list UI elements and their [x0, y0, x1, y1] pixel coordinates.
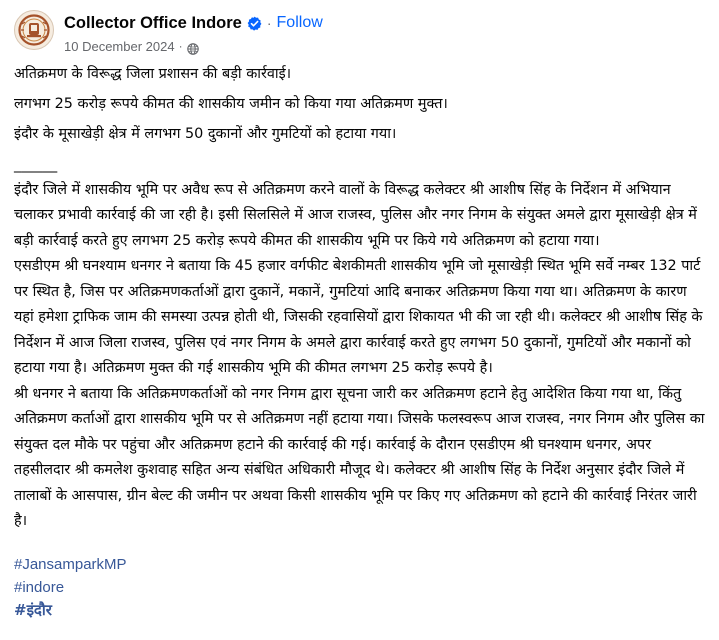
page-avatar[interactable]	[14, 10, 54, 50]
post-timestamp[interactable]: 10 December 2024	[64, 38, 175, 54]
post-header	[14, 10, 704, 58]
follow-button[interactable]: Follow	[276, 14, 323, 31]
hashtag-list	[14, 553, 706, 622]
hashtag-link[interactable]: #JansamparkMP	[14, 555, 127, 573]
body-paragraph: श्री धनगर ने बताया कि अतिक्रमणकर्ताओं को नगर निगम द्वारा सूचना जारी कर अतिक्रमण हटाने हेतु आदेशित किया गया था, किंतु अतिक्रमण कर्ताओं द्वारा शासकीय भूमि पर से अतिक्रमण नहीं हटाया गया। जिसके फलस्वरूप आज राजस्व, नगर निगम और पुलिस का संयुक्त दल मौके पर पहुंचा और अतिक्रमण हटाने की कार्रवाई की गई। कार्रवाई के दौरान एसडीएम श्री घनश्याम धनगर, अपर तहसीलदार श्री कमलेश कुशवाह सहित अन्य संबंधित अधिकारी मौजूद थे। कलेक्टर श्री आशीष सिंह के निर्देश अनुसार इंदौर जिले में तालाबों के आसपास, ग्रीन बेल्ट की जमीन पर अथवा किसी शासकीय भूमि पर किए गए अतिक्रमण को हटाने की कार्रवाई निरंतर जारी है।	[14, 385, 705, 529]
page-name-row	[64, 12, 323, 34]
meta-separator: ·	[178, 39, 183, 53]
body-paragraph: एसडीएम श्री घनश्याम धनगर ने बताया कि 45 हजार वर्गफीट बेशकीमती शासकीय भूमि जो मूसाखेड़ी स्थित भूमि सर्वे नम्बर 132 पार्ट पर स्थित है, जिस पर अतिक्रमणकर्ताओं द्वारा दुकानें, मकानें, गुमटियां आदि बनाकर अतिक्रमण किया गया था। अतिक्रमण के कारण यहां हमेशा ट्राफिक जाम की समस्या उत्पन्न होती थी, जिसकी रहवासियों द्वारा शिकायत भी की जा रही थी। कलेक्टर श्री आशीष सिंह के निर्देशन में आज जिला राजस्व, पुलिस एवं नगर निगम के अमले द्वारा कार्रवाई करते हुए लगभग 50 दुकानों, गुमटियों और मकानों को हटाया गया है। अतिक्रमण मुक्त की गई शासकीय भूमि की कीमत लगभग 25 करोड़ रूपये है।	[14, 258, 703, 376]
page-name-link[interactable]: Collector Office Indore	[64, 13, 242, 32]
intro-line: लगभग 25 करोड़ रूपये कीमत की शासकीय जमीन को किया गया अतिक्रमण मुक्त।	[14, 96, 448, 112]
globe-icon[interactable]	[187, 40, 199, 52]
post-intro	[14, 62, 706, 148]
text-divider: ______	[14, 156, 58, 173]
post-content	[14, 62, 706, 622]
verified-badge-icon	[247, 16, 262, 31]
hashtag-link[interactable]: #इंदौर	[14, 600, 52, 619]
body-paragraph: इंदौर जिले में शासकीय भूमि पर अवैध रूप से अतिक्रमण करने वालों के विरूद्ध कलेक्टर श्री आशीष सिंह के निर्देशन में अभियान चलाकर प्रभावी कार्रवाई की जा रही है। इसी सिलसिले में आज राजस्व, पुलिस और नगर निगम के संयुक्त अमले द्वारा मूसाखेड़ी क्षेत्र में बड़ी कार्रवाई करते हुए लगभग 25 करोड़ रूपये कीमत की शासकीय भूमि पर किये गये अतिक्रमण को हटाया गया।	[14, 181, 697, 249]
post-meta	[64, 37, 199, 55]
intro-line: इंदौर के मूसाखेड़ी क्षेत्र में लगभग 50 दुकानों और गुमटियों को हटाया गया।	[14, 126, 397, 142]
emblem-icon	[15, 11, 53, 49]
hashtag-link[interactable]: #indore	[14, 578, 65, 596]
post-body	[14, 178, 706, 535]
intro-line: अतिक्रमण के विरूद्ध जिला प्रशासन की बड़ी कार्रवाई।	[14, 66, 292, 82]
header-separator: ·	[266, 15, 272, 31]
